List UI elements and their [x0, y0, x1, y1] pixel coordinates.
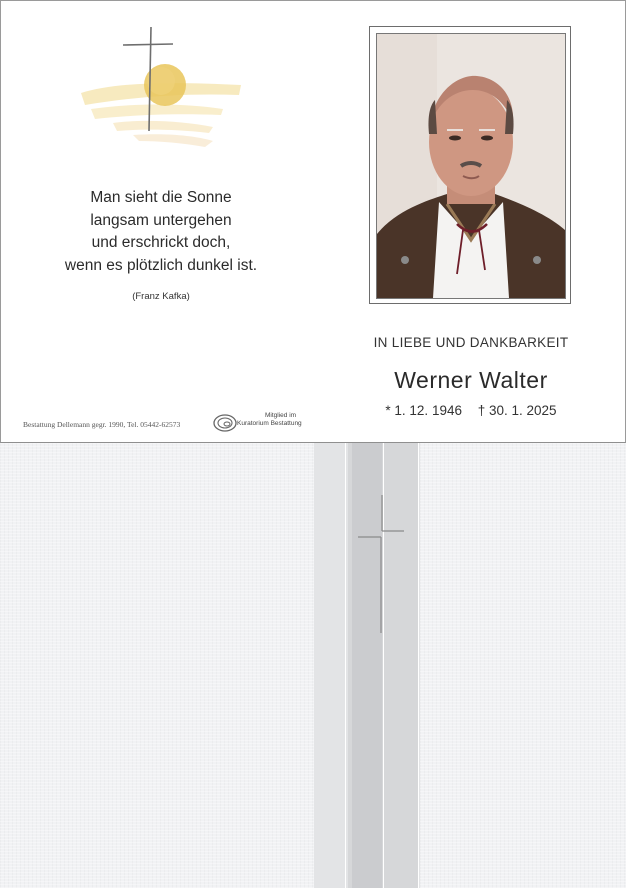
deceased-name: Werner Walter	[394, 367, 548, 393]
quote-line: und erschrickt doch,	[91, 234, 231, 251]
cross-line-icon	[350, 483, 410, 643]
cover-band	[345, 443, 346, 888]
portrait-frame	[369, 26, 571, 304]
cross-sun-watercolor-icon	[73, 23, 253, 155]
member-badge-text	[237, 412, 302, 427]
death-date: † 30. 1. 2025	[477, 403, 557, 418]
portrait-photo	[376, 33, 566, 299]
tagline: IN LIEBE UND DANKBARKEIT	[373, 335, 569, 350]
quote-author: (Franz Kafka)	[132, 291, 190, 302]
cover-band	[418, 443, 419, 888]
quote-text	[31, 187, 291, 277]
front-card	[0, 0, 626, 443]
birth-date: * 1. 12. 1946	[385, 403, 462, 418]
back-cover	[0, 443, 626, 888]
portrait-illustration	[377, 34, 565, 298]
member-line-1: Mitglied im	[265, 412, 297, 419]
quote-line: langsam untergehen	[90, 211, 232, 229]
quote-line: Man sieht die Sonne	[90, 189, 232, 206]
quote-line: wenn es plötzlich dunkel ist.	[64, 256, 258, 274]
member-line-2: Kuratorium Bestattung	[237, 419, 302, 427]
undertaker-info: Bestattung Dellemann gegr. 1990, Tel. 05442-62573	[23, 420, 181, 429]
life-dates	[341, 403, 601, 418]
